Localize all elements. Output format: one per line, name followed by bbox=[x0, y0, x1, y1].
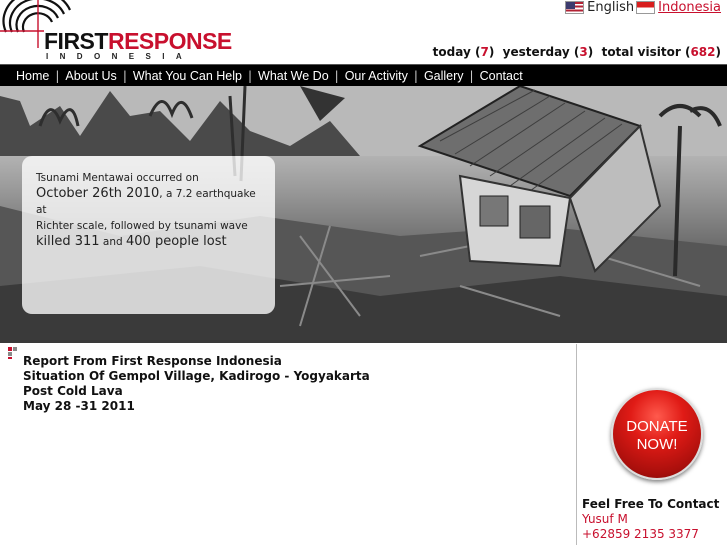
hero-date: October 26th 2010 bbox=[36, 186, 160, 201]
nav-what-we-do[interactable]: What We Do bbox=[258, 68, 329, 83]
contact-info bbox=[582, 497, 719, 542]
hero-and: and bbox=[99, 236, 126, 248]
language-switcher bbox=[563, 0, 721, 15]
report-title[interactable]: Report From First Response Indonesia bbox=[23, 354, 282, 368]
main-nav bbox=[0, 64, 727, 86]
logo-subtitle: INDONESIA bbox=[46, 52, 194, 61]
nav-about-us[interactable]: About Us bbox=[65, 68, 117, 83]
indonesia-flag-icon[interactable] bbox=[636, 1, 655, 14]
nav-separator: | bbox=[247, 68, 253, 83]
report-dates[interactable]: May 28 -31 2011 bbox=[23, 399, 135, 413]
language-indonesia[interactable]: Indonesia bbox=[658, 0, 721, 15]
hero-line-3: Richter scale, followed by tsunami wave bbox=[36, 220, 248, 232]
sidebar-divider bbox=[576, 344, 577, 545]
donate-line-1: DONATE bbox=[626, 418, 688, 435]
language-english[interactable]: English bbox=[587, 0, 635, 15]
report-location[interactable]: Situation Of Gempol Village, Kadirogo - Yogyakarta bbox=[23, 369, 370, 383]
nav-home[interactable]: Home bbox=[16, 68, 50, 83]
logo-wordmark bbox=[44, 30, 232, 53]
us-flag-icon[interactable] bbox=[565, 1, 584, 14]
nav-gallery[interactable]: Gallery bbox=[423, 68, 464, 83]
donate-now-button[interactable] bbox=[611, 388, 703, 480]
stat-today-label: today bbox=[432, 45, 471, 59]
contact-title: Feel Free To Contact bbox=[582, 497, 720, 511]
report-subject[interactable]: Post Cold Lava bbox=[23, 384, 123, 398]
report-link[interactable] bbox=[23, 354, 370, 414]
donate-label bbox=[613, 418, 701, 454]
hero-killed: killed 311 bbox=[36, 234, 100, 249]
hero-caption bbox=[36, 170, 268, 250]
report-bullet-icon bbox=[8, 347, 18, 359]
nav-separator: | bbox=[469, 68, 474, 83]
hero-line-2: , a 7.2 earthquake at bbox=[36, 188, 256, 216]
hero-caption-box bbox=[22, 156, 275, 314]
hero-banner bbox=[0, 86, 727, 343]
stat-total-value: 682 bbox=[690, 45, 716, 59]
logo-response: RESPONSE bbox=[107, 28, 232, 54]
nav-separator: | bbox=[334, 68, 339, 83]
nav-separator: | bbox=[55, 68, 60, 83]
stat-yesterday-label: yesterday bbox=[502, 45, 570, 59]
logo[interactable] bbox=[0, 0, 232, 64]
nav-contact[interactable]: Contact bbox=[479, 68, 523, 83]
logo-first: FIRST bbox=[44, 28, 108, 54]
stat-total-label: total visitor bbox=[601, 45, 681, 59]
stat-today-value: 7 bbox=[480, 45, 489, 59]
visitor-stats: today (7) yesterday (3) total visitor (682) bbox=[432, 45, 721, 59]
hero-lost: 400 people lost bbox=[126, 234, 227, 249]
stat-yesterday-value: 3 bbox=[579, 45, 588, 59]
nav-separator: | bbox=[413, 68, 418, 83]
donate-line-2: NOW! bbox=[636, 436, 678, 453]
nav-separator: | bbox=[122, 68, 127, 83]
hero-line-1: Tsunami Mentawai occurred on bbox=[36, 172, 199, 184]
nav-what-you-can-help[interactable]: What You Can Help bbox=[132, 68, 242, 83]
contact-name: Yusuf M bbox=[582, 512, 628, 526]
contact-phone: +62859 2135 3377 bbox=[582, 527, 699, 541]
nav-our-activity[interactable]: Our Activity bbox=[344, 68, 408, 83]
